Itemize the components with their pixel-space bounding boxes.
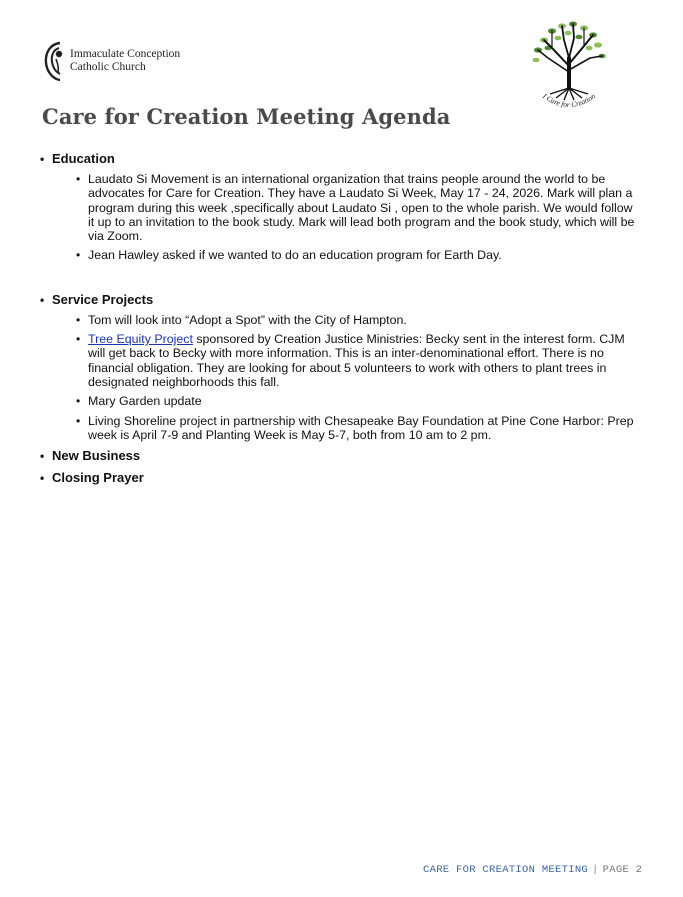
section-heading <box>40 150 640 168</box>
tree-equity-project-link[interactable]: Tree Equity Project <box>88 332 193 347</box>
bullet-icon: • <box>40 292 45 307</box>
list-item <box>40 248 640 262</box>
section-education <box>40 150 640 263</box>
section-service-projects <box>40 291 640 442</box>
footer-separator: | <box>592 864 599 876</box>
bullet-icon: • <box>76 248 81 263</box>
bullet-icon: • <box>76 312 81 327</box>
footer-title: CARE FOR CREATION MEETING <box>423 864 589 876</box>
section-heading <box>40 291 640 309</box>
bullet-icon: • <box>40 449 45 464</box>
bullet-icon: • <box>76 413 81 428</box>
section-closing-prayer <box>40 469 640 487</box>
list-item-text: Jean Hawley asked if we wanted to do an education program for Earth Day. <box>88 248 502 263</box>
bullet-icon: • <box>40 152 45 166</box>
list-item-text: Tom will look into “Adopt a Spot” with the City of Hampton. <box>88 312 407 327</box>
section-heading <box>40 469 640 487</box>
footer-page-number: PAGE 2 <box>602 864 643 876</box>
section-heading-text: New Business <box>52 448 141 464</box>
madonna-icon <box>42 40 68 82</box>
section-heading-text: Education <box>52 151 115 166</box>
bullet-icon: • <box>76 332 81 347</box>
list-item-text: Laudato Si Movement is an international organization that trains people around the world to be advocates for Care for Creation. They have a Laudato Si Week, May 17 - 24, 2026. Mark will plan a program during this week ,specifically about Laudato Si , open to the whole parish. We would follow it up to an invitation to the book study. Mark will lead both program and the book study, which will be via Zoom. <box>88 172 635 244</box>
church-logo <box>42 40 180 82</box>
page-title: Care for Creation Meeting Agenda <box>42 104 451 129</box>
agenda-list <box>40 150 640 487</box>
list-item-text: Living Shoreline project in partnership with Chesapeake Bay Foundation at Pine Cone Harbor: Prep week is April 7-9 and Planting Week is May 5-7, both from 10 am to 2 pm. <box>88 413 634 442</box>
church-name-line2: Catholic Church <box>70 61 146 73</box>
list-item <box>40 313 640 327</box>
page-footer <box>423 864 642 876</box>
bullet-icon: • <box>76 172 81 186</box>
list-item-text: Mary Garden update <box>88 394 202 409</box>
section-new-business <box>40 447 640 465</box>
church-name-line1: Immaculate Conception <box>70 48 181 60</box>
bullet-icon: • <box>76 394 81 409</box>
list-item <box>40 172 640 243</box>
list-item <box>40 394 640 408</box>
care-for-creation-tree-logo <box>524 18 614 118</box>
section-heading-text: Closing Prayer <box>52 470 144 486</box>
section-heading <box>40 447 640 465</box>
list-item <box>40 332 640 389</box>
list-item <box>40 414 640 443</box>
section-heading-text: Service Projects <box>52 291 154 307</box>
tree-logo-text: I Care for Creation <box>541 91 597 110</box>
bullet-icon: • <box>40 471 45 486</box>
list-item-text: sponsored by Creation Justice Ministries: Becky sent in the interest form. CJM will get back to Becky with more information. This is an inter-denominational effort. There is no financial obligation. They are looking for about 5 volunteers to work with others to plant trees in designated neighborhoods this fall. <box>88 332 625 389</box>
